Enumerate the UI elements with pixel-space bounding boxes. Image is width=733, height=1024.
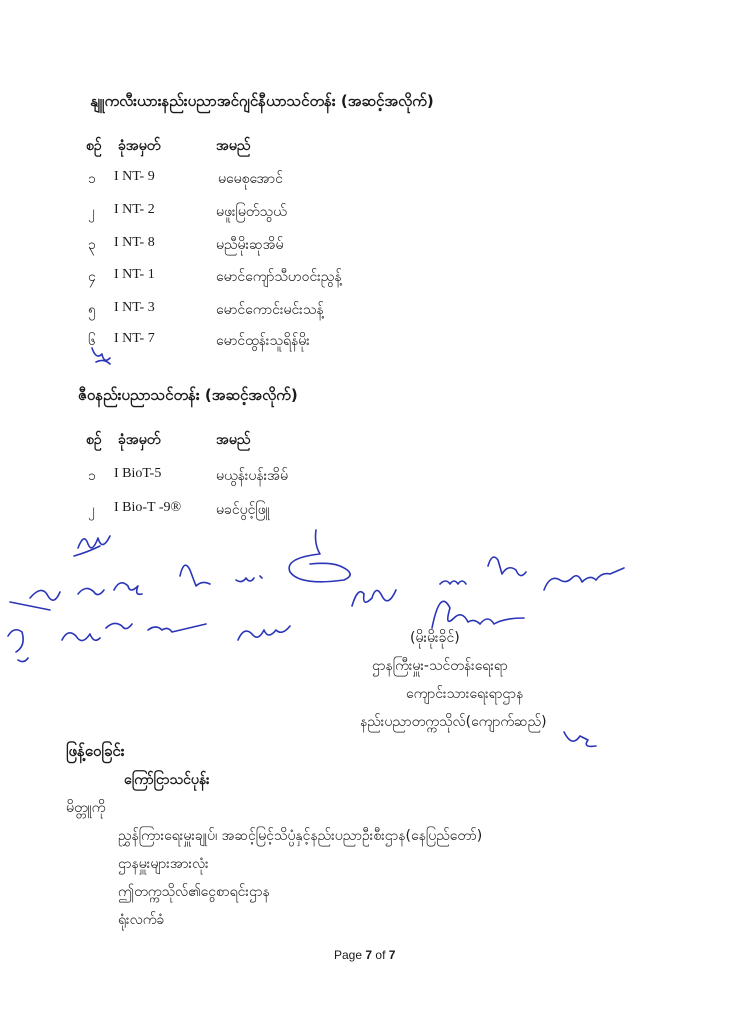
row-name: မမေစုအောင် [218,171,283,187]
row-roll: I NT- 9 [114,169,155,184]
row-roll: I NT- 1 [114,267,155,282]
row-no: ၆ [88,333,96,349]
row-name: မောင်ထွန်းသူရိန်မိုး [216,333,310,349]
header-name: အမည် [216,432,251,448]
signature-scribble [180,565,210,586]
of-word: of [375,948,386,962]
header-roll: ခုံအမှတ် [118,432,161,448]
copy-item: ဤတက္ကသိုလ်၏ငွေစာရင်းဌာန [118,884,270,900]
signature-scribble [78,588,104,594]
row-roll: I Bio-T -9® [114,500,182,515]
signature-scribble [488,557,526,575]
page-current: 7 [365,948,373,962]
signature-scribble [74,536,110,556]
header-roll: ခုံအမှတ် [118,138,161,154]
row-roll: I BioT-5 [114,466,162,481]
row-name: မညီမိုးဆုအိမ် [216,237,284,253]
row-no: ၄ [88,269,96,285]
distribution-sub: ကြော်ငြာသင်ပုန်း [124,772,210,788]
main-signature [432,601,524,628]
row-no: ၂ [88,204,95,220]
signature-scribble [62,633,100,641]
row-no: ၂ [88,502,95,518]
signature-scribble [106,623,132,628]
signatory-name: (မိုးမိုးခိုင်) [410,630,460,646]
signature-scribble [564,732,596,746]
signature-scribble [114,583,142,595]
signature-scribble [440,581,466,584]
header-name: အမည် [216,138,251,154]
copy-to-label: မိတ္တူကို [66,800,106,816]
header-no: စဥ် [86,432,102,448]
signature-scribble [236,576,262,582]
row-name: မောင်ကျော်သီဟဝင်းညွန့် [216,269,342,285]
page-total: 7 [388,948,396,962]
distribution-heading: ဖြန့်ဝေခြင်း [66,742,125,760]
row-roll: I NT- 7 [114,331,155,346]
row-roll: I NT- 8 [114,235,155,250]
signature-scribble [148,624,206,632]
row-no: ၅ [88,302,96,318]
row-no: ၁ [88,171,96,187]
row-roll: I NT- 2 [114,202,155,217]
copy-item: ဌာနမှူးများအားလုံး [118,856,209,872]
signature-scribble [352,590,396,606]
signature-scribble [544,568,624,590]
signature-scribble [289,530,350,582]
section-title-nuclear: နျူကလီးယားနည်းပညာအင်ဂျင်နီယာသင်တန်း (အဆင့်အလိုက်) [90,92,434,110]
row-name: မယွန်းပန်းအိမ် [216,468,289,484]
row-name: မဖူးမြတ်သွယ် [216,204,287,220]
copy-item: ညွှန်ကြားရေးမှူးချုပ်၊ အဆင့်မြင့်သိပ္ပံနှင့်နည်းပညာဦးစီးဌာန(နေပြည်တော်) [118,828,483,844]
row-name: မခင်ပွင့်ဖြူ [216,502,270,518]
row-roll: I NT- 3 [114,300,155,315]
row-name: မောင်ကောင်းမင်းသန့် [216,302,324,318]
row-no: ၃ [88,237,96,253]
header-no: စဥ် [86,138,102,154]
signature-scribble [8,630,28,662]
section-title-biotech: ဇီဝနည်းပညာသင်တန်း (အဆင့်အလိုက်) [78,386,298,404]
signatory-title: ဌာနကြီးမှူး-သင်တန်းရေးရာ [372,658,508,674]
signatory-dept: ကျောင်းသားရေးရာဌာန [406,686,524,702]
page-word: Page [334,948,363,962]
initial-mark [92,348,110,364]
row-no: ၁ [88,468,96,484]
signatory-org: နည်းပညာတက္ကသိုလ်(ကျောက်ဆည်) [360,714,547,730]
signature-scribble [10,590,60,610]
page-footer [334,948,395,962]
copy-item: ရုံးလက်ခံ [118,912,165,928]
signature-scribble [238,626,290,640]
